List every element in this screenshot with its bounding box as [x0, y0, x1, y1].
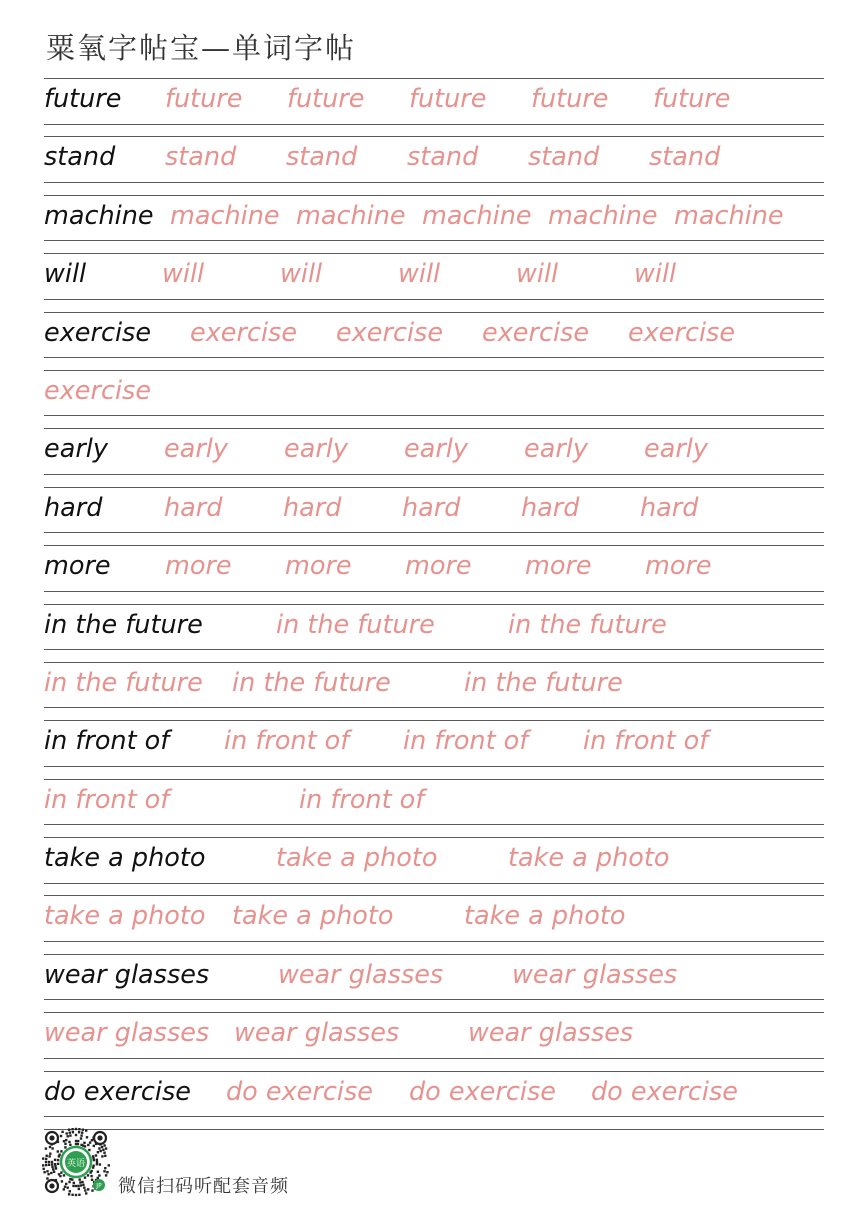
trace-word: hard — [164, 492, 223, 523]
trace-word: more — [405, 551, 472, 582]
baseline-rule — [44, 591, 824, 592]
model-word: future — [44, 84, 122, 114]
top-rule — [44, 312, 824, 313]
trace-word: stand — [286, 142, 358, 173]
model-word: early — [44, 434, 108, 465]
top-rule — [44, 78, 824, 79]
trace-word: will — [162, 259, 205, 290]
trace-word: wear glasses — [468, 1018, 634, 1049]
practice-row — [44, 428, 824, 486]
trace-word: stand — [528, 142, 600, 173]
top-rule — [44, 253, 824, 254]
trace-word: in the future — [44, 667, 203, 698]
trace-word: in front of — [583, 726, 709, 757]
scan-instruction: 微信扫码听配套音频 — [118, 1176, 289, 1197]
qr-corner-label: JP — [96, 1182, 102, 1190]
practice-row — [44, 136, 824, 194]
baseline-rule — [44, 474, 824, 475]
practice-row — [44, 720, 824, 778]
model-word: will — [44, 259, 87, 290]
baseline-rule — [44, 883, 824, 884]
trace-word: do exercise — [591, 1076, 738, 1107]
trace-word: exercise — [628, 317, 736, 348]
trace-word: machine — [422, 200, 532, 231]
trace-word: stand — [165, 142, 237, 173]
model-word: do exercise — [44, 1076, 191, 1107]
baseline-rule — [44, 941, 824, 942]
top-rule — [44, 954, 824, 955]
practice-row — [44, 78, 824, 136]
trace-word: future — [653, 84, 731, 114]
trace-word: take a photo — [44, 901, 206, 932]
model-word: hard — [44, 492, 103, 523]
top-rule — [44, 428, 824, 429]
trace-word: early — [164, 434, 228, 465]
practice-row — [44, 954, 824, 1012]
trace-word: will — [634, 259, 677, 290]
baseline-rule — [44, 357, 824, 358]
trace-word: wear glasses — [278, 959, 444, 990]
trace-word: machine — [170, 200, 280, 231]
top-rule — [44, 195, 824, 196]
trace-word: do exercise — [409, 1076, 556, 1107]
model-word: machine — [44, 200, 154, 231]
trace-word: machine — [296, 200, 406, 231]
practice-row — [44, 895, 824, 953]
trace-word: in the future — [464, 667, 623, 698]
trace-word: exercise — [482, 317, 590, 348]
trace-word: early — [284, 434, 348, 465]
trace-word: take a photo — [508, 843, 670, 874]
model-word: exercise — [44, 317, 152, 348]
trace-word: do exercise — [226, 1076, 373, 1107]
trace-word: in the future — [276, 609, 435, 640]
trace-word: will — [516, 259, 559, 290]
trace-word: wear glasses — [44, 1018, 210, 1049]
trace-word: more — [645, 551, 712, 582]
trace-word: more — [285, 551, 352, 582]
top-rule — [44, 370, 824, 371]
trace-word: more — [525, 551, 592, 582]
trace-word: machine — [674, 200, 784, 231]
trace-word: stand — [407, 142, 479, 173]
trace-word: take a photo — [232, 901, 394, 932]
baseline-rule — [44, 766, 824, 767]
trace-word: wear glasses — [234, 1018, 400, 1049]
qr-badge-label: 英语 — [66, 1159, 86, 1169]
top-rule — [44, 662, 824, 663]
trace-word: in the future — [508, 609, 667, 640]
trace-word: future — [287, 84, 365, 114]
trace-word: hard — [283, 492, 342, 523]
top-rule — [44, 779, 824, 780]
trace-word: wear glasses — [512, 959, 678, 990]
baseline-rule — [44, 240, 824, 241]
baseline-rule — [44, 124, 824, 125]
model-word: more — [44, 551, 111, 582]
practice-row — [44, 779, 824, 837]
top-rule — [44, 487, 824, 488]
top-rule — [44, 837, 824, 838]
top-rule — [44, 545, 824, 546]
trace-word: early — [524, 434, 588, 465]
top-rule — [44, 895, 824, 896]
baseline-rule — [44, 707, 824, 708]
trace-word: in front of — [299, 784, 425, 815]
trace-word: in front of — [44, 784, 170, 815]
model-word: stand — [44, 142, 116, 173]
practice-row — [44, 545, 824, 603]
model-word: in front of — [44, 726, 170, 757]
trace-word: will — [280, 259, 323, 290]
trace-word: exercise — [336, 317, 444, 348]
trace-word: early — [644, 434, 708, 465]
trace-word: in the future — [232, 667, 391, 698]
baseline-rule — [44, 824, 824, 825]
top-rule — [44, 1012, 824, 1013]
top-rule — [44, 720, 824, 721]
baseline-rule — [44, 532, 824, 533]
trace-word: future — [165, 84, 243, 114]
model-word: in the future — [44, 609, 203, 640]
top-rule — [44, 604, 824, 605]
baseline-rule — [44, 415, 824, 416]
practice-row — [44, 604, 824, 662]
baseline-rule — [44, 649, 824, 650]
practice-row — [44, 195, 824, 253]
trace-word: hard — [521, 492, 580, 523]
baseline-rule — [44, 182, 824, 183]
baseline-rule — [44, 1116, 824, 1117]
baseline-rule — [44, 299, 824, 300]
practice-row — [44, 1012, 824, 1070]
practice-row — [44, 253, 824, 311]
trace-word: future — [531, 84, 609, 114]
baseline-rule — [44, 1058, 824, 1059]
practice-row — [44, 312, 824, 370]
trace-word: machine — [548, 200, 658, 231]
baseline-rule — [44, 999, 824, 1000]
closing-rule — [44, 1129, 824, 1130]
trace-word: exercise — [44, 375, 152, 406]
practice-row — [44, 370, 824, 428]
practice-row — [44, 1071, 824, 1129]
trace-word: more — [165, 551, 232, 582]
top-rule — [44, 1071, 824, 1072]
trace-word: exercise — [190, 317, 298, 348]
trace-word: early — [404, 434, 468, 465]
practice-row — [44, 837, 824, 895]
model-word: take a photo — [44, 843, 206, 874]
trace-word: in front of — [224, 726, 350, 757]
trace-word: hard — [640, 492, 699, 523]
trace-word: stand — [649, 142, 721, 173]
trace-word: hard — [402, 492, 461, 523]
practice-grid — [44, 78, 824, 1130]
trace-word: future — [409, 84, 487, 114]
trace-word: will — [398, 259, 441, 290]
qr-code-icon[interactable] — [40, 1126, 112, 1198]
trace-word: in front of — [403, 726, 529, 757]
practice-row — [44, 662, 824, 720]
trace-word: take a photo — [464, 901, 626, 932]
trace-word: take a photo — [276, 843, 438, 874]
model-word: wear glasses — [44, 959, 210, 990]
page-title: 粟氧字帖宝—单词字帖 — [46, 31, 357, 65]
top-rule — [44, 136, 824, 137]
practice-row — [44, 487, 824, 545]
